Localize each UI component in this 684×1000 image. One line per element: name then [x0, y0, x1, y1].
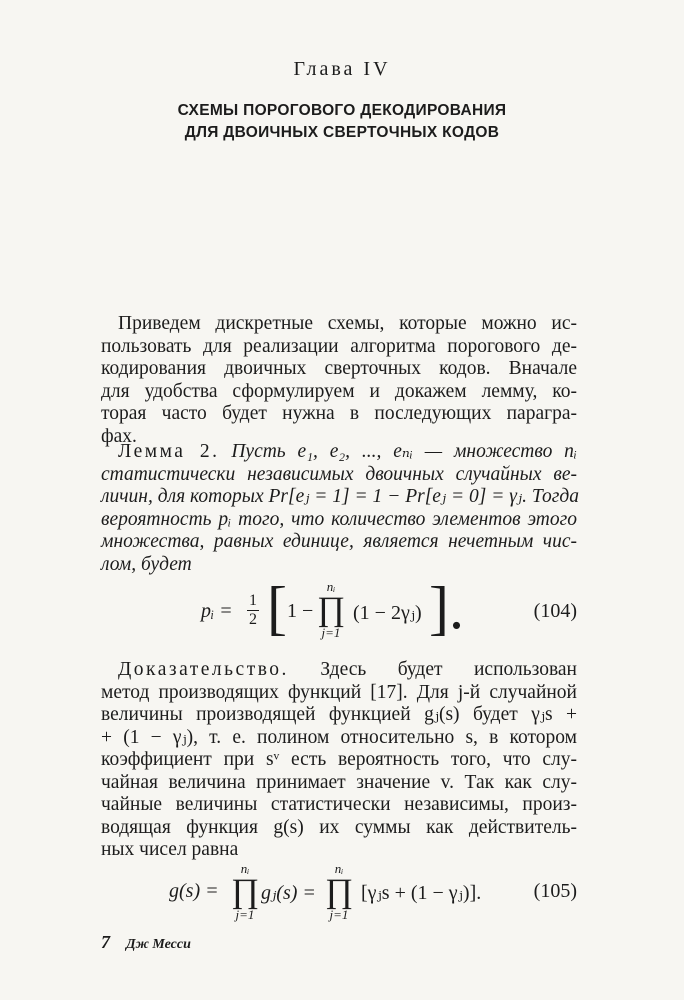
- lemma-line: множества, равных единице, является нечетным чис-: [101, 531, 577, 552]
- eq104-prod-sub: j=1: [321, 625, 341, 640]
- eq104-frac-den: 2: [249, 611, 257, 628]
- eq104-one-minus: 1 −: [287, 600, 314, 622]
- page-signature-number: 7: [101, 932, 110, 952]
- eq104-frac-num: 1: [249, 592, 257, 609]
- intro-paragraph: [101, 313, 577, 448]
- eq105-lhs: g(s) =: [169, 880, 219, 902]
- page-footer: [101, 932, 191, 953]
- chapter-heading: Глава IV: [293, 58, 391, 80]
- eq104-fraction: [247, 592, 259, 629]
- title-line-2: ДЛЯ ДВОИЧНЫХ СВЕРТОЧНЫХ КОДОВ: [184, 124, 500, 141]
- proof-line: метод производящих функций [17]. Для j-й случайной: [101, 681, 577, 703]
- lemma-line: статистически независимых двоичных случайных ве-: [101, 463, 577, 485]
- lemma-label: Лемма 2.: [118, 441, 220, 462]
- lemma-paragraph: [101, 441, 577, 576]
- proof-line: водящая функция g(s) их суммы как действитель-: [101, 816, 577, 838]
- eq104-bracket-close: ].: [429, 575, 464, 641]
- eq104-number: (104): [533, 600, 577, 622]
- eq105-prod2-sub: j=1: [329, 907, 349, 922]
- proof-label: Доказательство.: [118, 659, 289, 680]
- proof-line: ных чисел равна: [101, 839, 239, 860]
- intro-line: кодирования двоичных сверточных кодов. Вначале: [101, 358, 577, 379]
- eq105-number: (105): [533, 880, 577, 902]
- author-signature: Дж Месси: [126, 937, 191, 952]
- eq104-prod-sym: ∏: [317, 591, 345, 628]
- proof-line: чайные величины статистически независимы, произ-: [101, 794, 577, 815]
- eq105-prod2-sym: ∏: [325, 873, 353, 910]
- intro-line: Приведем дискретные схемы, которые можно ис-: [118, 313, 577, 334]
- proof-line: + (1 − γⱼ), т. е. полином относительно s, в котором: [101, 726, 577, 748]
- eq104-product: [311, 580, 351, 640]
- lemma-line: [101, 441, 577, 464]
- title-line-1: СХЕМЫ ПОРОГОВОГО ДЕКОДИРОВАНИЯ: [177, 102, 507, 119]
- eq104-prod-sup: nᵢ: [326, 579, 336, 594]
- eq105-mid: gⱼ(s) =: [261, 882, 316, 904]
- eq105-term: [γⱼs + (1 − γⱼ)].: [361, 882, 482, 904]
- proof-text: Здесь будет использован: [320, 659, 577, 680]
- eq104-lhs: pᵢ =: [201, 600, 233, 622]
- lemma-text: Пусть e₁, e₂, ..., eₙᵢ — множество nᵢ: [231, 441, 578, 462]
- chapter-title: [0, 100, 684, 144]
- eq104-term: (1 − 2γⱼ): [353, 602, 422, 624]
- eq105-prod1-sym: ∏: [231, 873, 259, 910]
- eq105-prod2-sup: nᵢ: [334, 861, 344, 876]
- intro-line: фах.: [101, 425, 137, 447]
- equation-105: [101, 862, 577, 922]
- eq104-bracket-open: [: [267, 575, 287, 641]
- intro-line: торая часто будет нужна в последующих парагра-: [101, 403, 577, 424]
- lemma-line: вероятность pᵢ того, что количество элементов этого: [101, 508, 577, 530]
- intro-line: для удобства сформулируем и докажем лемму, ко-: [101, 380, 577, 402]
- proof-line: чайная величина принимает значение v. Так как слу-: [101, 771, 577, 793]
- proof-line: коэффициент при sᵛ есть вероятность того, что слу-: [101, 749, 577, 770]
- proof-line: величины производящей функцией gⱼ(s) будет γⱼs +: [101, 704, 577, 725]
- eq105-prod1-sub: j=1: [235, 907, 255, 922]
- eq105-product-2: [319, 862, 359, 922]
- lemma-line: личин, для которых Pr[eⱼ = 1] = 1 − Pr[eⱼ = 0] = γⱼ. Тогда: [101, 486, 579, 507]
- proof-paragraph: [101, 659, 577, 862]
- intro-line: пользовать для реализации алгоритма порогового де-: [101, 335, 577, 357]
- equation-104: [101, 575, 577, 644]
- eq105-product-1: [225, 862, 265, 922]
- proof-line: [101, 659, 577, 682]
- eq105-prod1-sup: nᵢ: [240, 861, 250, 876]
- lemma-line: лом, будет: [101, 553, 192, 575]
